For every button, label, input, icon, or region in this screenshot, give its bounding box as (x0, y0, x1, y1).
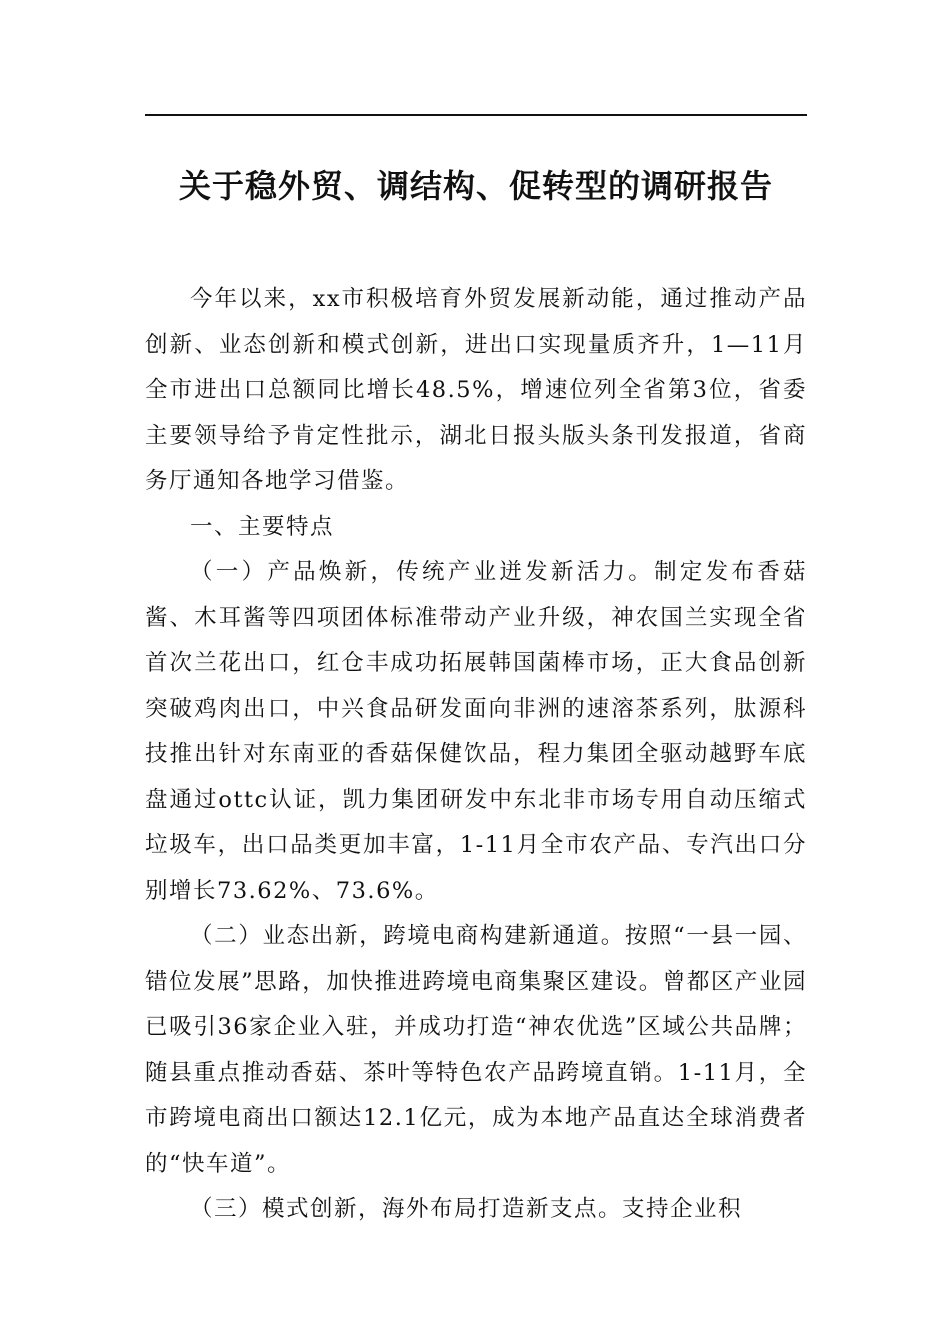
point-paragraph (145, 1187, 807, 1233)
point-text: 支持企业积 (622, 1196, 743, 1222)
point-lead: （三）模式创新，海外布局打造新支点。 (190, 1196, 623, 1222)
document-title: 关于稳外贸、调结构、促转型的调研报告 (178, 167, 773, 205)
intro-paragraph: 今年以来，xx市积极培育外贸发展新动能，通过推动产品创新、业态创新和模式创新，进出口实现量质齐升，1—11月全市进出口总额同比增长48.5%，增速位列全省第3位，省委主要领导给予肯定性批示，湖北日报头版头条刊发报道，省商务厅通知各地学习借鉴。 (145, 286, 807, 494)
point-paragraph (145, 550, 807, 914)
point-lead: （二）业态出新，跨境电商构建新通道。 (190, 923, 625, 949)
point-text: 制定发布香菇酱、木耳酱等四项团体标准带动产业升级，神农国兰实现全省首次兰花出口，红仓丰成功拓展韩国菌棒市场，正大食品创新突破鸡肉出口，中兴食品研发面向非洲的速溶茶系列，肽源科技推出针对东南亚的香菇保健饮品，程力集团全驱动越野车底盘通过ottc认证，凯力集团研发中东北非市场专用自动压缩式垃圾车，出口品类更加丰富，1-11月全市农产品、专汽出口分别增长73.62%、73.6%。 (145, 559, 807, 904)
section-heading: 一、主要特点 (190, 513, 335, 540)
point-text: 按照“一县一园、错位发展”思路，加快推进跨境电商集聚区建设。曾都区产业园已吸引36家企业入驻，并成功打造“神农优选”区域公共品牌；随县重点推动香菇、茶叶等特色农产品跨境直销。1-11月，全市跨境电商出口额达12.1亿元，成为本地产品直达全球消费者的“快车道”。 (145, 923, 807, 1177)
point-lead: （一）产品焕新，传统产业迸发新活力。 (190, 559, 655, 585)
point-paragraph (145, 914, 807, 1187)
document-body (145, 277, 807, 1233)
header-rule (145, 114, 807, 116)
